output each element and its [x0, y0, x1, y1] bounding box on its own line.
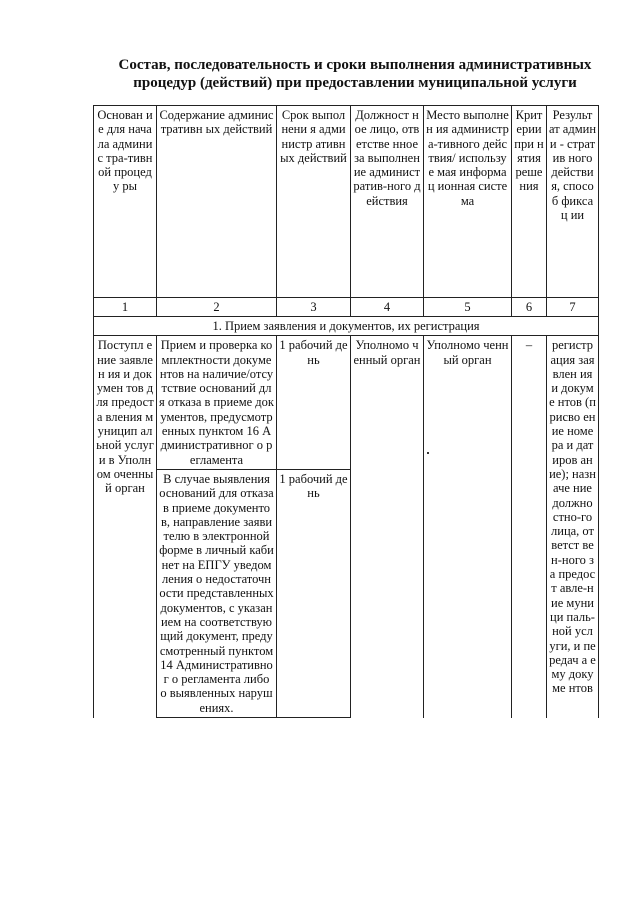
column-number: 3 — [277, 298, 351, 317]
header-basis: Основан ие для начала админис тра-тивной процеду ры — [94, 106, 157, 298]
header-content: Содержание административн ых действий — [157, 106, 277, 298]
header-official: Должност ное лицо, ответстве нное за выполнен ие админист ратив-ного действия — [351, 106, 424, 298]
place-cell: Уполномо ченный орган — [424, 336, 512, 718]
action-term-cell: 1 рабочий день — [277, 336, 351, 470]
header-criteria: Крит ерии при нятия реше ния — [512, 106, 547, 298]
procedure-row — [94, 336, 599, 470]
column-number: 7 — [547, 298, 599, 317]
result-cell: регистр ация заявлен ия и докуме нтов (присво ение номера и датиров ание); назначе ние должно стно-го лица, ответст вен-ного за предост авле-ние муници паль-ной услуги, и передач а ему докуме нтов — [547, 336, 599, 718]
header-place: Место выполнен ия администр а-тивного действия/ используе мая информац ионная система — [424, 106, 512, 298]
column-number-row — [94, 298, 599, 317]
column-number: 1 — [94, 298, 157, 317]
basis-cell: Поступл ение заявлен ия и докумен тов для предоста вления муницип альной услуги в Уполном оченный орган — [94, 336, 157, 718]
action-term-cell: 1 рабочий день — [277, 469, 351, 717]
document-title: Состав, последовательность и сроки выполнения административных процедур (действий) при предоставлении муниципальной услуги — [118, 57, 592, 91]
header-result: Результ ат админи - стратив ного действи я, способ фиксац ии — [547, 106, 599, 298]
stray-mark — [427, 452, 429, 454]
column-number: 6 — [512, 298, 547, 317]
column-number: 5 — [424, 298, 512, 317]
section-heading: 1. Прием заявления и документов, их регистрация — [94, 317, 599, 336]
header-term: Срок выполнени я администр ативных действий — [277, 106, 351, 298]
header-row — [94, 106, 599, 298]
official-cell: Уполномо ченный орган — [351, 336, 424, 718]
section-row — [94, 317, 599, 336]
action-content-cell: В случае выявления оснований для отказа в приеме документов, направление заявителю в электронной форме в личный кабинет на ЕПГУ уведомления о недостаточности представленных документов, с указанием на соответствующий документ, предусмотренный пунктом 14 Административног о регламента либо о выявленных нарушениях. — [157, 469, 277, 717]
procedures-table — [93, 105, 599, 718]
action-content-cell: Прием и проверка комплектности документов на наличие/отсутствие оснований для отказа в приеме документов, предусмотренных пунктом 16 Административног о регламента — [157, 336, 277, 470]
column-number: 4 — [351, 298, 424, 317]
criteria-cell: – — [512, 336, 547, 718]
column-number: 2 — [157, 298, 277, 317]
